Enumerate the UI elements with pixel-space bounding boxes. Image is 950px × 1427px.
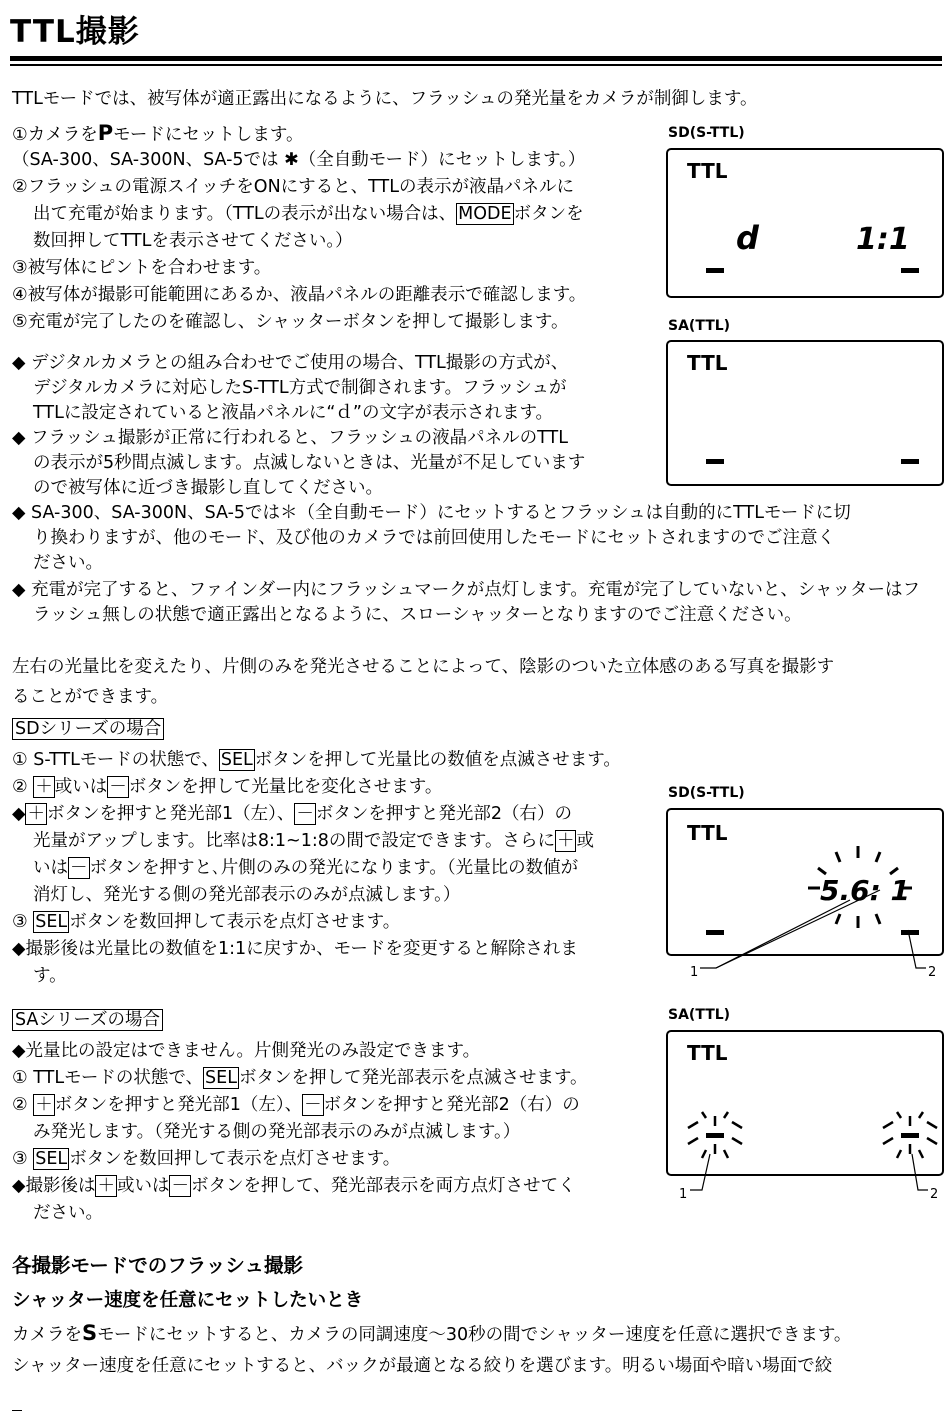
sd-l5-pre: いは xyxy=(33,858,68,878)
lcd1-ttl: TTL xyxy=(687,159,728,183)
sd-l3-pre: ◆ xyxy=(12,804,26,824)
step-4-num: ④ xyxy=(12,285,28,305)
note-charge-1: ◆ 充電が完了すると、ファインダー内にフラッシュマークが点灯します。充電が完了していないと、シャッターはフ xyxy=(12,580,921,600)
sa-l3-post: ボタンを押すと発光部2（右）の xyxy=(323,1095,580,1115)
minus-button-label: － xyxy=(296,804,314,824)
note-sa-auto-2: り換わりますが、他のモード、及び他のカメラでは前回使用したモードにセットされますのでご注意く xyxy=(33,528,836,548)
title-rule-thin xyxy=(10,64,942,66)
step-5-num: ⑤ xyxy=(12,312,28,332)
mode-button-label: MODE xyxy=(458,204,512,224)
sel-button-label: SEL xyxy=(205,1068,237,1088)
lcd4-label: SA(TTL) xyxy=(668,1007,731,1023)
note-digital-2: デジタルカメラに対応したS-TTL方式で制御されます。フラッシュが xyxy=(33,378,567,398)
sd-l1-pre: ① S-TTLモードの状態で、 xyxy=(12,750,219,770)
sd-line-1 xyxy=(12,747,621,774)
lcd1-flash-right xyxy=(901,268,919,273)
step-2-line2 xyxy=(33,201,584,228)
minus-button-label: － xyxy=(70,858,88,878)
lcd3-callout-2: 2 xyxy=(928,965,937,980)
sa-line-1: ◆光量比の設定はできません。片側発光のみ設定できます。 xyxy=(12,1041,481,1061)
lcd3-callout-1: 1 xyxy=(690,965,699,980)
note-blink-1: ◆ フラッシュ撮影が正常に行われると、フラッシュの液晶パネルのTTL xyxy=(12,428,568,448)
ratio-intro-1: 左右の光量比を変えたり、片側のみを発光させることによって、陰影のついた立体感のある写真を撮影す xyxy=(12,657,835,677)
minus-button-label: － xyxy=(109,777,127,797)
s2-p1-pre: カメラを xyxy=(12,1325,82,1345)
lcd-panel-sa-ttl xyxy=(666,340,944,486)
lcd1-ratio: 1:1 xyxy=(856,222,910,257)
step-5 xyxy=(12,309,568,336)
sa-line-6 xyxy=(12,1173,576,1200)
sel-button-label: SEL xyxy=(220,750,253,770)
sa-l2-post: ボタンを押して発光部表示を点滅させます。 xyxy=(238,1068,588,1088)
sd-l2-post: ボタンを押して光量比を変化させます。 xyxy=(128,777,443,797)
plus-button-label: ＋ xyxy=(35,1095,53,1115)
minus-button-label: － xyxy=(171,1176,189,1196)
sd-l7-pre: ③ xyxy=(12,912,34,932)
step-2 xyxy=(12,174,574,201)
note-sa-auto-1: ◆ SA-300、SA-300N、SA-5では＊（全自動モード）にセットするとフラッシュは自動的にTTLモードに切 xyxy=(12,503,851,523)
lcd4-callout-1: 1 xyxy=(679,1187,688,1200)
sd-line-9: す。 xyxy=(33,966,67,986)
minus-button-label: － xyxy=(304,1095,322,1115)
step-1-mode: P xyxy=(97,121,114,145)
lcd-panel-sd-ttl xyxy=(666,148,944,298)
sa-line-2 xyxy=(12,1065,588,1092)
sa-line-7: ださい。 xyxy=(33,1203,103,1223)
ratio-intro-2: ることができます。 xyxy=(12,687,169,707)
sd-l1-post: ボタンを押して光量比の数値を点滅させます。 xyxy=(254,750,621,770)
sd-line-6: 消灯し、発光する側の発光部表示のみが点滅します。） xyxy=(33,885,461,905)
plus-button-label: ＋ xyxy=(556,831,575,851)
sa-l5-post: ボタンを数回押して表示を点灯させます。 xyxy=(69,1149,401,1169)
note-digital-1: ◆ デジタルカメラとの組み合わせでご使用の場合、TTL撮影の方式が、 xyxy=(12,353,569,373)
sd-l3-mid: ボタンを押すと発光部1（左）、 xyxy=(46,804,295,824)
step-2-num: ② xyxy=(12,177,28,197)
step-2-line3: 数回押してTTLを表示させてください。） xyxy=(33,231,353,251)
step-1-num: ① xyxy=(12,125,28,145)
step-2-text: フラッシュの電源スイッチをONにすると、TTLの表示が液晶パネルに xyxy=(27,177,574,197)
lcd2-flash-left xyxy=(706,459,724,464)
section-subheading: シャッター速度を任意にセットしたいとき xyxy=(12,1290,364,1311)
sd-l5-post: ボタンを押すと､片側のみの発光になります。（光量比の数値が xyxy=(89,858,579,878)
lcd3-ttl: TTL xyxy=(687,821,728,845)
step-4 xyxy=(12,282,586,309)
step-1-pre: カメラを xyxy=(27,125,98,145)
sd-line-8: ◆撮影後は光量比の数値を1:1に戻すか、モードを変更すると解除されま xyxy=(12,939,578,959)
lcd4-callout-2: 2 xyxy=(930,1187,939,1200)
step-3-text: 被写体にピントを合わせます。 xyxy=(27,258,272,278)
plus-button-label: ＋ xyxy=(35,777,53,797)
sd-l7-post: ボタンを数回押して表示を点灯させます。 xyxy=(69,912,401,932)
sa-l5-pre: ③ xyxy=(12,1149,34,1169)
note-blink-3: ので被写体に近づき撮影し直してください。 xyxy=(33,478,383,498)
step-1 xyxy=(12,120,304,149)
lcd1-display xyxy=(668,150,942,296)
sd-line-5 xyxy=(33,855,578,882)
sa-line-3 xyxy=(12,1092,580,1119)
step-1-post: モードにセットします。 xyxy=(113,125,304,145)
sd-line-2 xyxy=(12,774,442,801)
lcd4-flash-left xyxy=(706,1133,724,1138)
sa-l6-post: ボタンを押して、発光部表示を両方点灯させてく xyxy=(190,1176,576,1196)
sa-heading xyxy=(12,1007,163,1034)
sd-line-3 xyxy=(12,801,572,828)
sd-line-4 xyxy=(33,828,594,855)
intro-text: TTLモードでは、被写体が適正露出になるように、フラッシュの発光量をカメラが制御します。 xyxy=(12,89,758,109)
sd-heading-label: SDシリーズの場合 xyxy=(12,718,164,740)
lcd2-label: SA(TTL) xyxy=(668,318,731,334)
step-3 xyxy=(12,255,271,282)
step-1-note: （SA-300、SA-300N、SA-5では ✱（全自動モード）にセットします。） xyxy=(12,150,586,170)
lcd2-ttl: TTL xyxy=(687,351,728,375)
s2-p1-post: モードにセットすると、カメラの同調速度～30秒の間でシャッター速度を任意に選択できます。 xyxy=(97,1325,852,1345)
sd-l4-pre: 光量がアップします。比率は8:1~1:8の間で設定できます。さらに xyxy=(33,831,555,851)
step-4-text: 被写体が撮影可能範囲にあるか、液晶パネルの距離表示で確認します。 xyxy=(27,285,587,305)
note-digital-3: TTLに設定されていると液晶パネルに“ｄ”の文字が表示されます。 xyxy=(33,403,554,423)
note-charge-2: ラッシュ無しの状態で適正露出となるように、スローシャッターとなりますのでご注意ください。 xyxy=(33,605,802,625)
note-blink-2: の表示が5秒間点滅します。点滅しないときは、光量が不足しています xyxy=(33,453,586,473)
sd-heading xyxy=(12,716,164,743)
lcd3-ratio: 5.6: 1 xyxy=(820,874,911,907)
lcd2-flash-right xyxy=(901,459,919,464)
plus-button-label: ＋ xyxy=(97,1176,115,1196)
lcd1-d: d xyxy=(736,219,759,257)
section-paragraph-1 xyxy=(12,1320,851,1349)
sa-l6-pre: ◆撮影後は xyxy=(12,1176,96,1196)
sel-button-label: SEL xyxy=(35,912,68,932)
sd-l2-mid: 或いは xyxy=(54,777,108,797)
sd-line-7 xyxy=(12,909,400,936)
sa-l2-pre: ① TTLモードの状態で、 xyxy=(12,1068,204,1088)
sa-heading-label: SAシリーズの場合 xyxy=(12,1009,163,1031)
sa-line-4: み発光します。（発光する側の発光部表示のみが点滅します。） xyxy=(33,1122,521,1142)
sel-button-label: SEL xyxy=(35,1149,68,1169)
sd-l2-pre: ② xyxy=(12,777,34,797)
sd-l4-post: 或 xyxy=(576,831,594,851)
sa-l6-mid: 或いは xyxy=(116,1176,170,1196)
s2-p1-mode: S xyxy=(82,1321,98,1345)
lcd4-flash-right xyxy=(901,1133,919,1138)
title-rule-thick xyxy=(10,56,942,61)
lcd2-display xyxy=(668,342,942,484)
page-mark xyxy=(12,1410,22,1411)
lcd3-callouts xyxy=(680,880,950,980)
lcd1-flash-left xyxy=(706,268,724,273)
page-title: TTL撮影 xyxy=(10,14,140,50)
plus-button-label: ＋ xyxy=(27,804,45,824)
sa-l3-pre: ② xyxy=(12,1095,34,1115)
step-3-num: ③ xyxy=(12,258,28,278)
step-2-pre: 出て充電が始まります。（TTLの表示が出ない場合は、 xyxy=(33,204,457,224)
lcd4-ttl: TTL xyxy=(687,1041,728,1065)
sd-l3-post: ボタンを押すと発光部2（右）の xyxy=(315,804,572,824)
lcd4-callouts xyxy=(676,1140,946,1200)
section-heading: 各撮影モードでのフラッシュ撮影 xyxy=(12,1254,303,1277)
step-2-post: ボタンを xyxy=(513,204,584,224)
lcd1-label: SD(S-TTL) xyxy=(668,125,745,141)
lcd3-label: SD(S-TTL) xyxy=(668,785,745,801)
sa-line-5 xyxy=(12,1146,400,1173)
step-5-text: 充電が完了したのを確認し、シャッターボタンを押して撮影します。 xyxy=(27,312,569,332)
section-paragraph-2: シャッター速度を任意にセットすると、バックが最適となる絞りを選びます。明るい場面や暗い場面で絞 xyxy=(12,1356,833,1376)
sa-l3-mid: ボタンを押すと発光部1（左）、 xyxy=(54,1095,303,1115)
note-sa-auto-3: ださい。 xyxy=(33,553,103,573)
